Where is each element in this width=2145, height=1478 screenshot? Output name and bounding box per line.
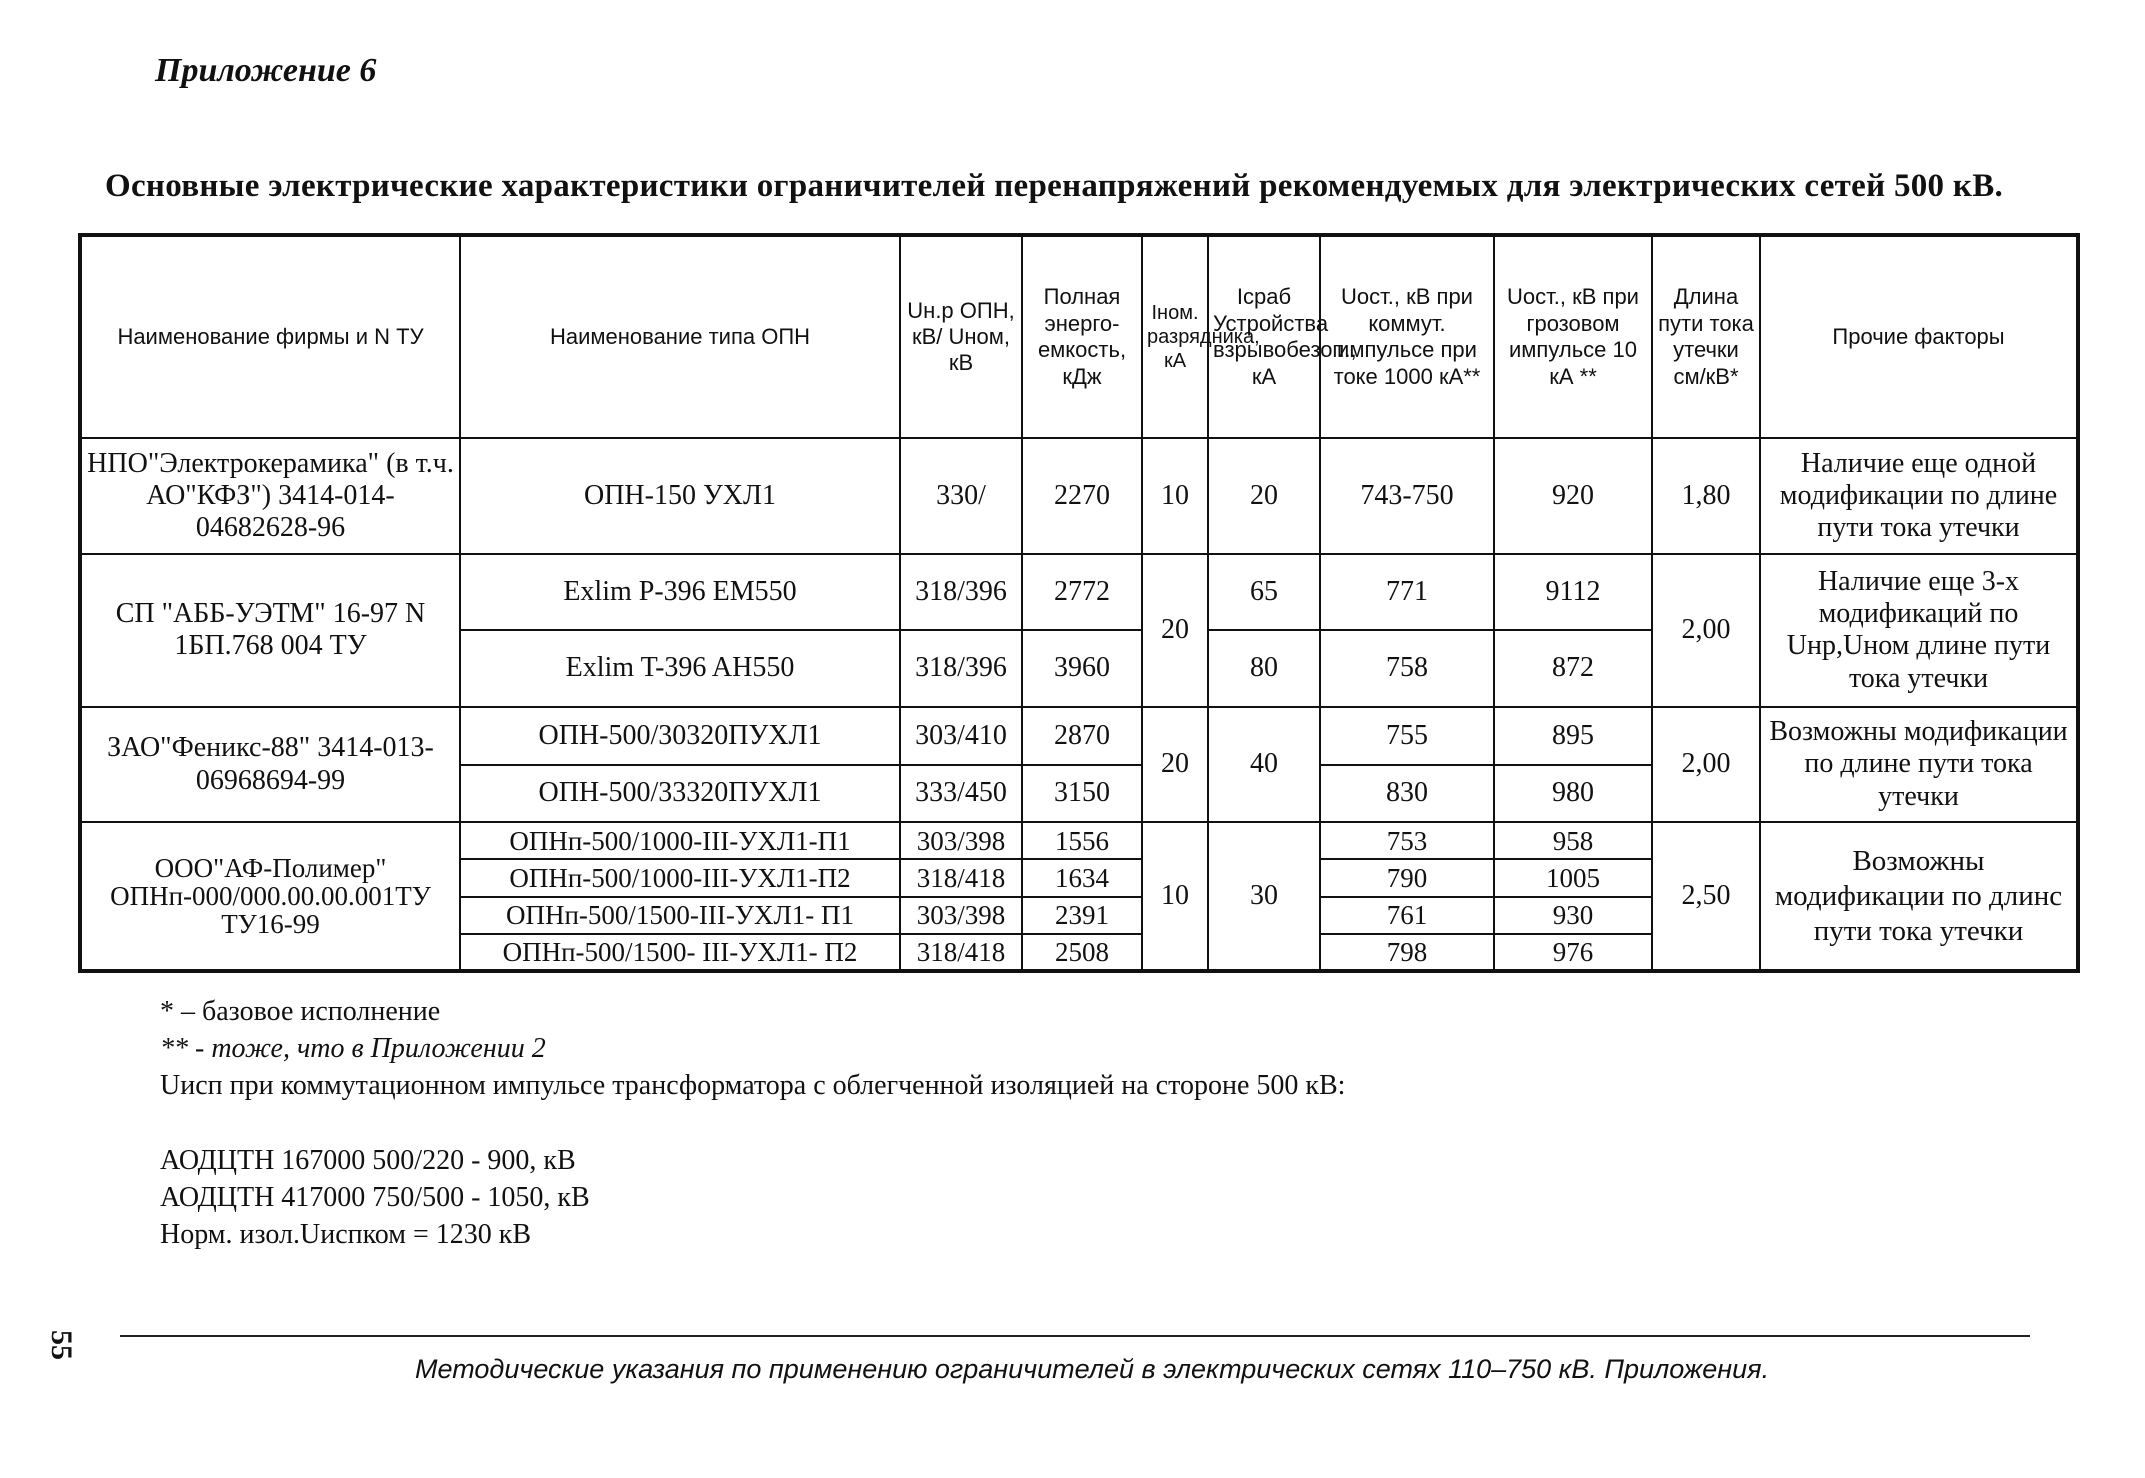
ukomm-cell: 830: [1320, 765, 1494, 823]
note-cell: Возможны модификации по длинс пути тока утечки: [1760, 822, 2078, 971]
energy-cell: 3150: [1022, 765, 1142, 823]
leak-cell: 1,80: [1652, 438, 1760, 554]
type-cell: ОПН-150 УХЛ1: [460, 438, 900, 554]
ugroz-cell: 976: [1494, 934, 1652, 971]
ukomm-cell: 758: [1320, 630, 1494, 706]
unr-cell: 333/450: [900, 765, 1022, 823]
header-energy: Полная энерго-емкость, кДж: [1022, 235, 1142, 438]
note-cell: Наличие еще одной модификации по длине пути тока утечки: [1760, 438, 2078, 554]
type-cell: ОПНп-500/1000-III-УХЛ1-П2: [460, 859, 900, 896]
table-row: [80, 707, 2078, 765]
type-cell: Exlim T-396 AH550: [460, 630, 900, 706]
unr-cell: 318/418: [900, 934, 1022, 971]
inom-cell: 20: [1142, 554, 1208, 707]
document-title: Основные электрические характеристики ограничителей перенапряжений рекомендуемых для электрических сетей 500 кВ.: [105, 168, 2004, 204]
inom-cell: 10: [1142, 822, 1208, 971]
energy-cell: 2270: [1022, 438, 1142, 554]
ukomm-cell: 798: [1320, 934, 1494, 971]
notes-block: [160, 993, 1345, 1253]
note-base-version: * – базовое исполнение: [160, 996, 441, 1027]
footer-divider: [120, 1335, 2030, 1337]
norm-insulation: Норм. изол.Uиспком = 1230 кВ: [160, 1219, 532, 1250]
unr-cell: 318/418: [900, 859, 1022, 896]
energy-cell: 2870: [1022, 707, 1142, 765]
firm-cell: НПО"Электрокерамика" (в т.ч. АО"КФЗ") 3414-014-04682628-96: [80, 438, 460, 554]
header-ukomm: Uост., кВ при коммут. импульсе при токе 1000 кА**: [1320, 235, 1494, 438]
header-ugroz: Uост., кВ при грозовом импульсе 10 кА **: [1494, 235, 1652, 438]
israb-cell: 30: [1208, 822, 1320, 971]
note-cell: Наличие еще 3-х модификаций по Uнр,Uном длине пути тока утечки: [1760, 554, 2078, 707]
israb-cell: 20: [1208, 438, 1320, 554]
transformer-line-1: АОДЦТН 167000 500/220 - 900, кВ: [160, 1145, 576, 1176]
ugroz-cell: 920: [1494, 438, 1652, 554]
leak-cell: 2,00: [1652, 554, 1760, 707]
unr-cell: 303/410: [900, 707, 1022, 765]
header-other: Прочие факторы: [1760, 235, 2078, 438]
unr-cell: 318/396: [900, 554, 1022, 630]
energy-cell: 2772: [1022, 554, 1142, 630]
leak-cell: 2,50: [1652, 822, 1760, 971]
appendix-label: Приложение 6: [155, 52, 377, 89]
ukomm-cell: 771: [1320, 554, 1494, 630]
characteristics-table: [78, 233, 2080, 973]
table-row: [80, 554, 2078, 630]
table-row: [80, 438, 2078, 554]
ukomm-cell: 753: [1320, 822, 1494, 859]
type-cell: ОПН-500/33320ПУХЛ1: [460, 765, 900, 823]
firm-cell: ЗАО"Феникс-88" 3414-013-06968694-99: [80, 707, 460, 823]
note-cell: Возможны модификации по длине пути тока утечки: [1760, 707, 2078, 823]
unr-cell: 303/398: [900, 897, 1022, 934]
header-firm: Наименование фирмы и N ТУ: [80, 235, 460, 438]
type-cell: ОПНп-500/1000-III-УХЛ1-П1: [460, 822, 900, 859]
ugroz-cell: 872: [1494, 630, 1652, 706]
type-cell: ОПНп-500/1500-III-УХЛ1- П1: [460, 897, 900, 934]
unr-cell: 303/398: [900, 822, 1022, 859]
unr-cell: 318/396: [900, 630, 1022, 706]
ukomm-cell: 743-750: [1320, 438, 1494, 554]
unr-cell: 330/: [900, 438, 1022, 554]
header-unr: Uн.р ОПН, кВ/ Uном, кВ: [900, 235, 1022, 438]
ugroz-cell: 9112: [1494, 554, 1652, 630]
ugroz-cell: 958: [1494, 822, 1652, 859]
inom-cell: 20: [1142, 707, 1208, 823]
type-cell: Exlim P-396 EM550: [460, 554, 900, 630]
israb-cell: 40: [1208, 707, 1320, 823]
header-row: [80, 235, 2078, 438]
ugroz-cell: 1005: [1494, 859, 1652, 896]
footer-text: Методические указания по применению ограничителей в электрических сетях 110–750 кВ. Приложения.: [415, 1354, 1770, 1384]
ukomm-cell: 790: [1320, 859, 1494, 896]
type-cell: ОПНп-500/1500- III-УХЛ1- П2: [460, 934, 900, 971]
table-row: [80, 822, 2078, 859]
leak-cell: 2,00: [1652, 707, 1760, 823]
energy-cell: 2391: [1022, 897, 1142, 934]
ukomm-cell: 755: [1320, 707, 1494, 765]
transformer-line-2: АОДЦТН 417000 750/500 - 1050, кВ: [160, 1182, 590, 1213]
type-cell: ОПН-500/30320ПУХЛ1: [460, 707, 900, 765]
header-inom: Iном. разрядника, кА: [1142, 235, 1208, 438]
firm-cell: ООО"АФ-Полимер" ОПНп-000/000.00.00.001ТУ ТУ16-99: [80, 822, 460, 971]
energy-cell: 3960: [1022, 630, 1142, 706]
page-number: 55: [45, 1330, 78, 1360]
energy-cell: 1634: [1022, 859, 1142, 896]
ugroz-cell: 895: [1494, 707, 1652, 765]
ugroz-cell: 930: [1494, 897, 1652, 934]
note-appendix-ref: ** - тоже, что в Приложении 2: [160, 1033, 546, 1064]
israb-cell: 80: [1208, 630, 1320, 706]
energy-cell: 1556: [1022, 822, 1142, 859]
header-leak: Длина пути тока утечки см/кВ*: [1652, 235, 1760, 438]
inom-cell: 10: [1142, 438, 1208, 554]
energy-cell: 2508: [1022, 934, 1142, 971]
header-israb: Iсраб Устройства взрывобезоп., кА: [1208, 235, 1320, 438]
firm-cell: СП "АББ-УЭТМ" 16-97 N 1БП.768 004 ТУ: [80, 554, 460, 707]
israb-cell: 65: [1208, 554, 1320, 630]
note-test-voltage: Uисп при коммутационном импульсе трансформатора с облегченной изоляцией на стороне 500 кВ:: [160, 1070, 1346, 1101]
ukomm-cell: 761: [1320, 897, 1494, 934]
ugroz-cell: 980: [1494, 765, 1652, 823]
header-type: Наименование типа ОПН: [460, 235, 900, 438]
